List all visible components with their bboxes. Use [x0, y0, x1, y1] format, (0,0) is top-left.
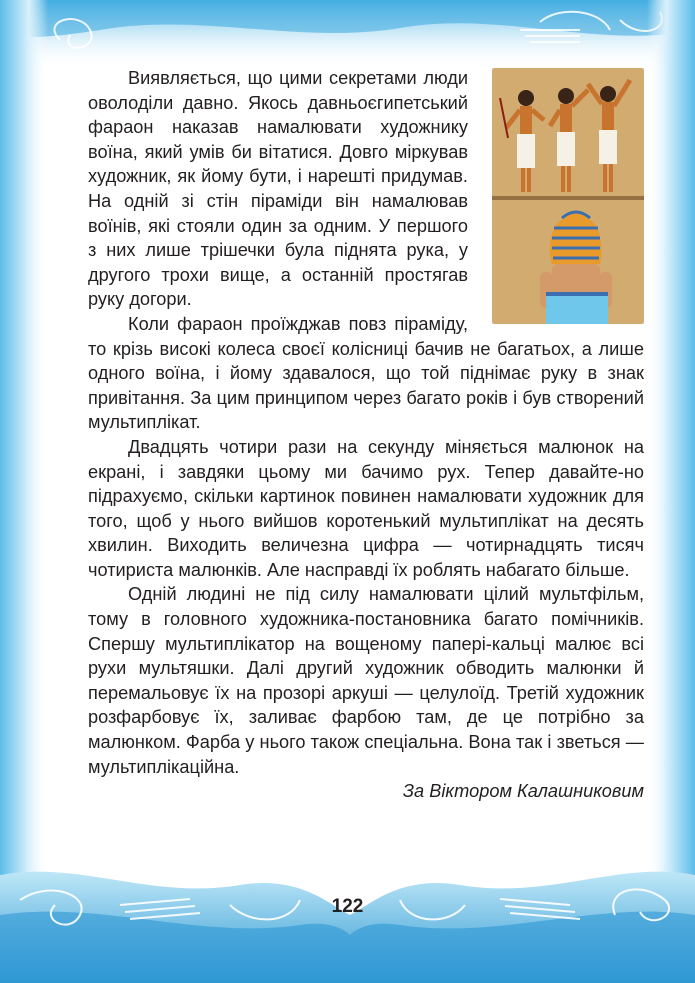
story-text [88, 66, 644, 822]
paragraph-3: Двадцять чотири рази на секунду міняється малюнок на екрані, і завдяки цьому ми бачимо рух. Тепер давайте-но підрахуємо, скільки картинок повинен намалювати художник для того, щоб у нього вийшов коротенький мультиплікат на десять хвилин. Виходить величезна цифра — чотирнадцять тисяч чотириста малюнків. Але насправді їх роблять набагато більше. [88, 436, 644, 580]
pharaoh-watching-egyptian-warriors-illustration [492, 68, 644, 324]
page-number: 122 [331, 896, 364, 917]
paragraph-4: Одній людині не під силу намалювати цілий мультфільм, тому в головного художника-постановника багато помічників. Спершу мультиплікатор на вощеному папері-кальці малює всі рухи мультяшки. Далі другий художник обводить малюнки й перемальовує їх на прозорі аркуші — целулоїд. Третій художник розфарбовує їх, заливає фарбою там, де це потрібно за малюнком. Фарба у нього також спеціальна. Вона так і зветься — мультиплікаційна. [88, 584, 644, 777]
right-border [647, 0, 695, 983]
source-attribution: За Віктором Калашниковим [402, 781, 644, 802]
paragraph-1: Виявляється, що цими секретами люди оволоділи давно. Якось давньоєгипетський фараон наказав намалювати художнику воїна, який умів би вітатися. Довго міркував художник, як йому бути, і нарешті придумав. На одній зі стін піраміди він намалював воїнів, які стояли один за одним. У першого з них лише трішечки була піднята рука, у другого трохи вище, а останній простягав руку догори. [88, 68, 468, 310]
paragraph-2: Коли фараон проїжджав повз піраміду, то крізь високі колеса своєї колісниці бачив не багатьох, а лише одного воїна, і йому здавалося, що той піднімає руку в знак привітання. За цим принципом через багато років і був створений мультиплікат. [88, 313, 644, 433]
left-border [0, 0, 48, 983]
